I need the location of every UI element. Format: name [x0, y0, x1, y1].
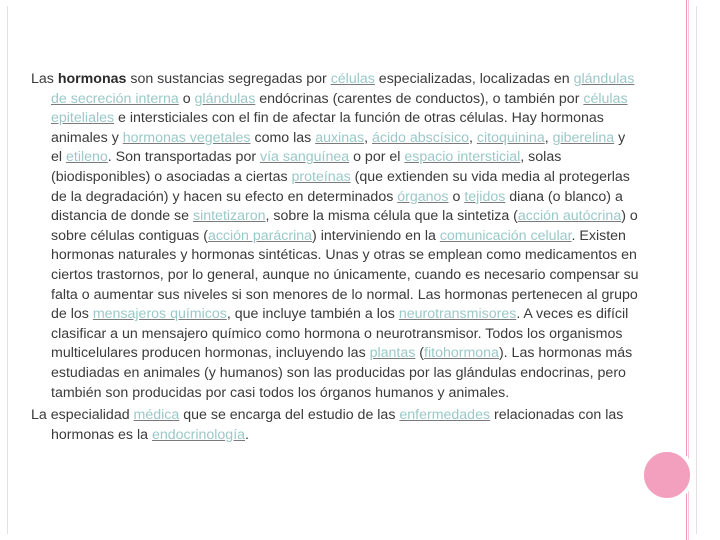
- link-hormonas-vegetales[interactable]: hormonas vegetales: [122, 129, 251, 146]
- text-run: Las: [31, 71, 58, 87]
- text-run: especializadas, localizadas en: [374, 71, 574, 87]
- link-mensajeros-químicos[interactable]: mensajeros químicos: [92, 306, 227, 323]
- text-run: La especialidad: [31, 407, 134, 424]
- link-plantas[interactable]: plantas: [369, 345, 416, 362]
- slide-body: [31, 70, 639, 445]
- link-citoquinina[interactable]: citoquinina: [476, 129, 545, 146]
- link-acción-parácrina[interactable]: acción parácrina: [207, 227, 313, 244]
- text-run: , solas (biodisponibles) o asociadas a ciertas: [51, 149, 562, 185]
- text-run: ). Las hormonas más estudiadas en animales (y humanos) son las producidas por las glándulas endocrinas, pero también son producidas por casi todos los órganos humanos y animales.: [51, 345, 633, 401]
- link-proteínas[interactable]: proteínas: [291, 168, 351, 185]
- text-run: ) interviniendo en la: [312, 227, 440, 244]
- text-run: (que extienden su vida media al protegerlas de la degradación) y hacen su efecto en determinados: [51, 168, 630, 205]
- text-run: (: [415, 345, 425, 362]
- text-run: y el: [51, 129, 626, 166]
- link-enfermedades[interactable]: enfermedades: [399, 407, 491, 424]
- text-run: como las: [250, 129, 316, 146]
- bold-term: hormonas: [57, 71, 127, 87]
- text-run: .: [245, 426, 249, 443]
- text-run: relacionadas con las hormonas es la: [51, 407, 624, 443]
- text-run: o: [448, 188, 465, 205]
- link-órganos[interactable]: órganos: [397, 188, 449, 205]
- link-sintetizaron[interactable]: sintetizaron: [192, 208, 266, 225]
- text-run: o: [178, 90, 195, 107]
- link-auxinas[interactable]: auxinas: [315, 129, 365, 146]
- link-endocrinología[interactable]: endocrinología: [151, 426, 246, 443]
- text-run: ) o sobre células contiguas (: [51, 208, 638, 244]
- text-run: e intersticiales con el fin de afectar la función de otras células. Hay hormonas animales y: [51, 110, 604, 146]
- link-tejidos[interactable]: tejidos: [464, 188, 506, 205]
- link-fitohormona[interactable]: fitohormona: [424, 345, 499, 362]
- text-run: que se encarga del estudio de las: [179, 407, 400, 424]
- accent-circle: [640, 448, 694, 502]
- text-run: diana (o blanco) a distancia de donde se: [51, 188, 623, 225]
- text-run: ,: [468, 129, 477, 146]
- link-giberelina[interactable]: giberelina: [552, 129, 615, 146]
- text-run: ,: [364, 129, 372, 146]
- text-run: endócrinas (carentes de conductos), o también por: [255, 90, 584, 107]
- text-run: ,: [544, 129, 553, 146]
- link-células-epiteliales[interactable]: células epiteliales: [51, 90, 628, 127]
- text-run: . Son transportadas por: [107, 149, 261, 166]
- link-comunicación-celular[interactable]: comunicación celular: [439, 227, 572, 244]
- text-run: , sobre la misma célula que la sintetiza (: [265, 208, 518, 225]
- link-glándulas[interactable]: glándulas: [194, 90, 256, 107]
- text-run: . A veces es difícil clasificar a un mensajero químico como hormona o neurotransmisor. Todos los organismos multicelulares producen hormonas, incluyendo las: [51, 306, 629, 362]
- link-etileno[interactable]: etileno: [65, 149, 108, 166]
- link-médica[interactable]: médica: [133, 407, 180, 424]
- link-neurotransmisores[interactable]: neurotransmisores: [398, 306, 517, 323]
- text-run: , que incluye también a los: [226, 306, 399, 323]
- paragraph-hormonas: [31, 70, 639, 403]
- link-células[interactable]: células: [330, 71, 375, 87]
- text-run: son sustancias segregadas por: [126, 71, 331, 87]
- link-glándulas-de-secreción-interna[interactable]: glándulas de secreción interna: [51, 71, 635, 107]
- text-run: . Existen hormonas naturales y hormonas sintéticas. Unas y otras se emplean como medicamentos en ciertos trastornos, por lo general, aunque no únicamente, cuando es necesario compensar su falta o aumentar sus niveles si son menores de lo normal. Las hormonas pertenecen al grupo de los: [51, 227, 639, 323]
- link-espacio-intersticial[interactable]: espacio intersticial: [404, 149, 521, 166]
- link-ácido-abscísico[interactable]: ácido abscísico: [371, 129, 469, 146]
- link-vía-sanguínea[interactable]: vía sanguínea: [260, 149, 350, 166]
- text-run: o por el: [349, 149, 405, 166]
- paragraph-especialidad: [31, 406, 639, 445]
- link-acción-autócrina[interactable]: acción autócrina: [517, 208, 622, 225]
